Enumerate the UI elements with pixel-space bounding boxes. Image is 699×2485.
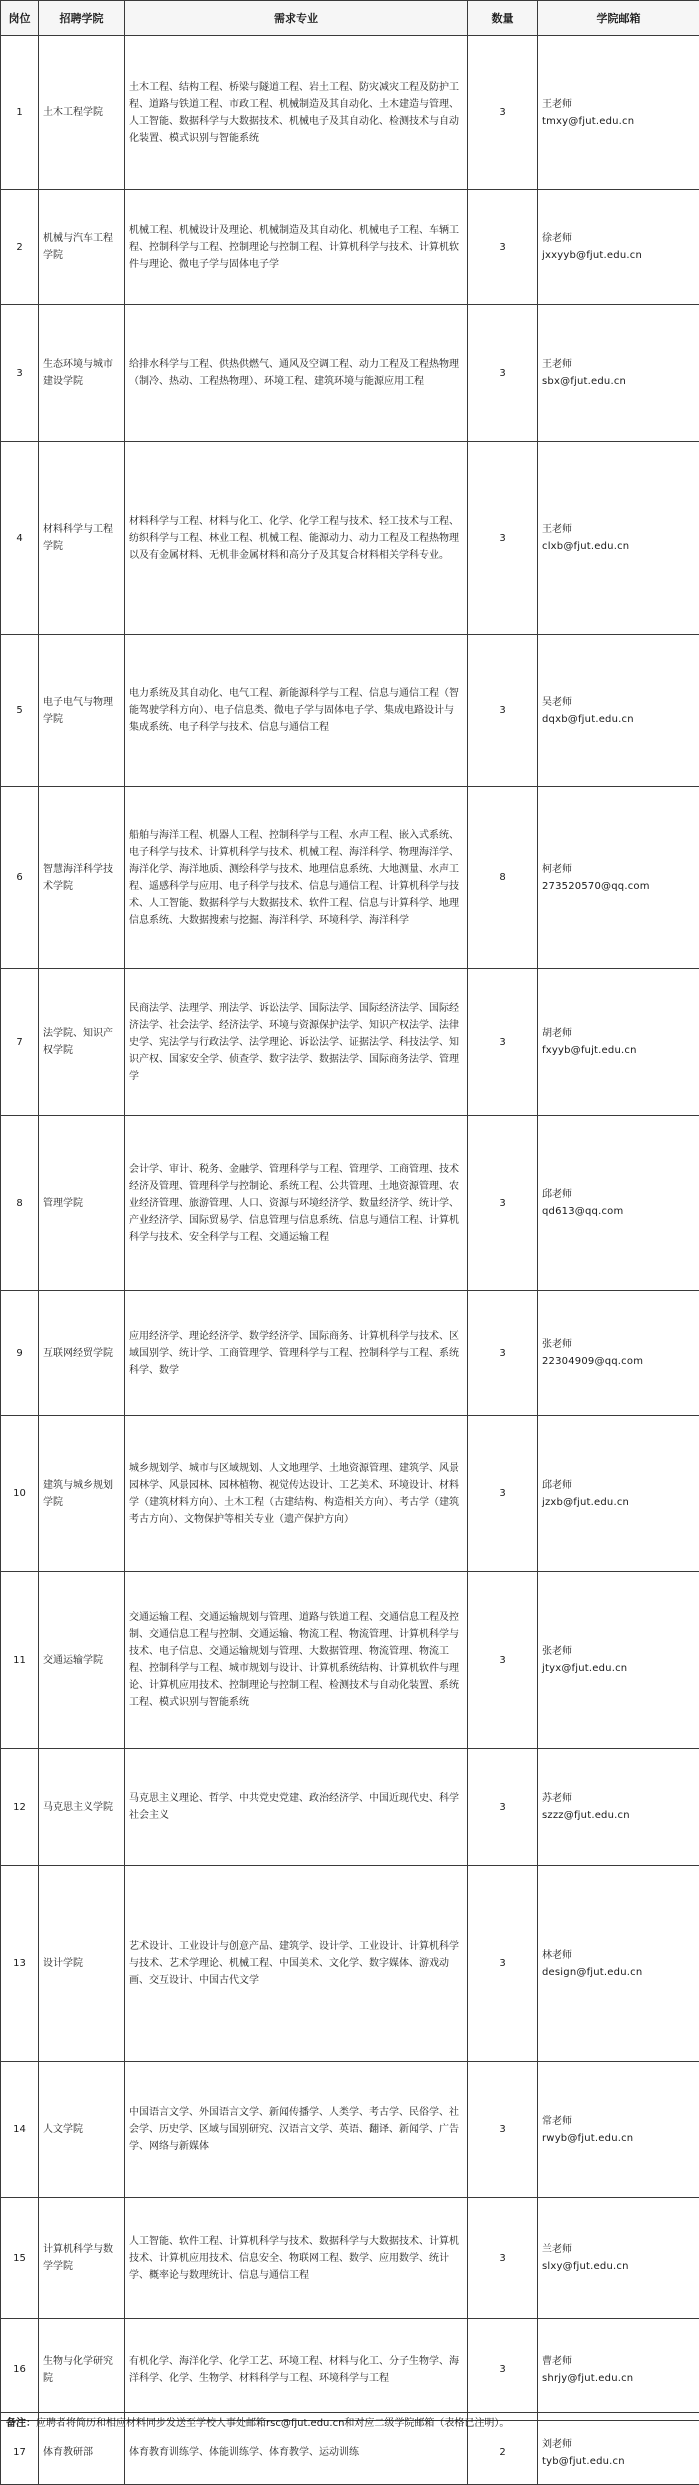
table-row <box>1 969 699 1116</box>
quantity: 3 <box>468 635 538 787</box>
contact-email[interactable]: dqxb@fjut.edu.cn <box>542 711 695 728</box>
college-name: 法学院、知识产权学院 <box>39 969 125 1116</box>
contact-email[interactable]: design@fjut.edu.cn <box>542 1964 695 1981</box>
footnote-label: 备注： <box>6 2418 36 2429</box>
quantity: 3 <box>468 1291 538 1416</box>
quantity: 3 <box>468 1116 538 1291</box>
required-majors: 电力系统及其自动化、电气工程、新能源科学与工程、信息与通信工程（智能驾驶学科方向）、电子信息类、微电子学与固体电子学、集成电路设计与集成系统、电子科学与技术、信息与通信工程 <box>125 635 468 787</box>
contact-teacher: 徐老师 <box>542 230 695 247</box>
contact-email[interactable]: 273520570@qq.com <box>542 878 695 895</box>
footnote-text: 应聘者将简历和相应材料同步发送至学校人事处邮箱rsc@fjut.edu.cn和对应二级学院邮箱（表格已注明）。 <box>36 2418 509 2429</box>
contact-teacher: 林老师 <box>542 1947 695 1964</box>
required-majors: 马克思主义理论、哲学、中共党史党建、政治经济学、中国近现代史、科学社会主义 <box>125 1749 468 1866</box>
quantity: 8 <box>468 787 538 969</box>
row-number: 12 <box>1 1749 39 1866</box>
college-name: 人文学院 <box>39 2062 125 2198</box>
required-majors: 土木工程、结构工程、桥梁与隧道工程、岩土工程、防灾减灾工程及防护工程、道路与铁道工程、市政工程、机械制造及其自动化、土木建造与管理、人工智能、数据科学与大数据技术、机械电子及其自动化、检测技术与自动化装置、模式识别与智能系统 <box>125 36 468 190</box>
table-row <box>1 1866 699 2062</box>
contact-cell <box>538 1866 699 2062</box>
table-row <box>1 2062 699 2198</box>
college-name: 建筑与城乡规划学院 <box>39 1416 125 1572</box>
college-name: 体育教研部 <box>39 2421 125 2485</box>
college-name: 生物与化学研究院 <box>39 2319 125 2421</box>
college-name: 机械与汽车工程学院 <box>39 190 125 305</box>
quantity: 3 <box>468 969 538 1116</box>
college-name: 设计学院 <box>39 1866 125 2062</box>
college-name: 土木工程学院 <box>39 36 125 190</box>
contact-teacher: 王老师 <box>542 96 695 113</box>
college-name: 交通运输学院 <box>39 1572 125 1749</box>
required-majors: 民商法学、法理学、刑法学、诉讼法学、国际法学、国际经济法学、国际经济法学、社会法学、经济法学、环境与资源保护法学、知识产权法学、法律史学、宪法学与行政法学、法学理论、诉讼法学、证据法学、科技法学、知识产权、国家安全学、侦查学、数字法学、数据法学、国际商务法学、管理学 <box>125 969 468 1116</box>
required-majors: 城乡规划学、城市与区域规划、人文地理学、土地资源管理、建筑学、风景园林学、风景园林、园林植物、视觉传达设计、工艺美术、环境设计、材料学（建筑材料方向）、土木工程（古建结构、构造相关方向）、考古学（建筑考古方向）、文物保护等相关专业（遗产保护方向） <box>125 1416 468 1572</box>
contact-cell <box>538 635 699 787</box>
row-number: 17 <box>1 2421 39 2485</box>
college-name: 管理学院 <box>39 1116 125 1291</box>
contact-cell <box>538 1291 699 1416</box>
contact-teacher: 苏老师 <box>542 1790 695 1807</box>
row-number: 6 <box>1 787 39 969</box>
quantity: 3 <box>468 442 538 635</box>
row-number: 14 <box>1 2062 39 2198</box>
row-number: 16 <box>1 2319 39 2421</box>
contact-email[interactable]: szzz@fjut.edu.cn <box>542 1807 695 1824</box>
required-majors: 中国语言文学、外国语言文学、新闻传播学、人类学、考古学、民俗学、社会学、历史学、区域与国别研究、汉语言文学、英语、翻译、新闻学、广告学、网络与新媒体 <box>125 2062 468 2198</box>
required-majors: 人工智能、软件工程、计算机科学与技术、数据科学与大数据技术、计算机技术、计算机应用技术、信息安全、物联网工程、数学、应用数学、统计学、概率论与数理统计、信息与通信工程 <box>125 2198 468 2319</box>
contact-teacher: 兰老师 <box>542 2241 695 2258</box>
row-number: 11 <box>1 1572 39 1749</box>
quantity: 3 <box>468 1749 538 1866</box>
contact-cell <box>538 2319 699 2421</box>
contact-email[interactable]: 22304909@qq.com <box>542 1353 695 1370</box>
row-number: 8 <box>1 1116 39 1291</box>
quantity: 3 <box>468 190 538 305</box>
contact-teacher: 曹老师 <box>542 2353 695 2370</box>
quantity: 3 <box>468 36 538 190</box>
quantity: 2 <box>468 2421 538 2485</box>
required-majors: 会计学、审计、税务、金融学、管理科学与工程、管理学、工商管理、技术经济及管理、管理科学与控制论、系统工程、公共管理、土地资源管理、农业经济管理、旅游管理、人口、资源与环境经济学、数量经济学、统计学、产业经济学、国际贸易学、信息管理与信息系统、信息与通信工程、计算机科学与技术、安全科学与工程、交通运输工程 <box>125 1116 468 1291</box>
table-row <box>1 305 699 442</box>
college-name: 智慧海洋科学技术学院 <box>39 787 125 969</box>
header-quantity: 数量 <box>468 1 538 36</box>
row-number: 4 <box>1 442 39 635</box>
contact-teacher: 常老师 <box>542 2113 695 2130</box>
contact-cell <box>538 305 699 442</box>
contact-cell <box>538 2198 699 2319</box>
required-majors: 体育教育训练学、体能训练学、体育教学、运动训练 <box>125 2421 468 2485</box>
quantity: 3 <box>468 2319 538 2421</box>
contact-email[interactable]: slxy@fjut.edu.cn <box>542 2258 695 2275</box>
contact-teacher: 邱老师 <box>542 1186 695 1203</box>
contact-email[interactable]: qd613@qq.com <box>542 1203 695 1220</box>
quantity: 3 <box>468 2062 538 2198</box>
contact-email[interactable]: tyb@fjut.edu.cn <box>542 2453 695 2470</box>
contact-email[interactable]: rwyb@fjut.edu.cn <box>542 2130 695 2147</box>
footnote <box>0 2412 699 2436</box>
row-number: 1 <box>1 36 39 190</box>
contact-teacher: 柯老师 <box>542 861 695 878</box>
contact-cell <box>538 1749 699 1866</box>
contact-cell <box>538 969 699 1116</box>
contact-teacher: 张老师 <box>542 1643 695 1660</box>
contact-teacher: 吴老师 <box>542 694 695 711</box>
table-row <box>1 1116 699 1291</box>
quantity: 3 <box>468 305 538 442</box>
table-row <box>1 190 699 305</box>
contact-email[interactable]: jzxb@fjut.edu.cn <box>542 1494 695 1511</box>
contact-teacher: 王老师 <box>542 356 695 373</box>
quantity: 3 <box>468 1416 538 1572</box>
contact-teacher: 张老师 <box>542 1336 695 1353</box>
contact-email[interactable]: clxb@fjut.edu.cn <box>542 538 695 555</box>
contact-teacher: 刘老师 <box>542 2436 695 2453</box>
contact-cell <box>538 36 699 190</box>
college-name: 马克思主义学院 <box>39 1749 125 1866</box>
college-name: 互联网经贸学院 <box>39 1291 125 1416</box>
contact-cell <box>538 190 699 305</box>
required-majors: 船舶与海洋工程、机器人工程、控制科学与工程、水声工程、嵌入式系统、电子科学与技术、计算机科学与技术、机械工程、海洋科学、物理海洋学、海洋化学、海洋地质、测绘科学与技术、地理信息系统、大地测量、水声工程、遥感科学与应用、电子科学与技术、信息与通信工程、计算机科学与技术、人工智能、数据科学与大数据技术、软件工程、信息与计算科学、地理信息系统、大数据搜索与挖掘、海洋科学、环境科学、海洋科学 <box>125 787 468 969</box>
row-number: 2 <box>1 190 39 305</box>
contact-teacher: 王老师 <box>542 521 695 538</box>
table-header-row <box>1 1 699 36</box>
table-row <box>1 442 699 635</box>
contact-email[interactable]: shrjy@fjut.edu.cn <box>542 2370 695 2387</box>
contact-cell <box>538 1572 699 1749</box>
table-row <box>1 1749 699 1866</box>
college-name: 生态环境与城市建设学院 <box>39 305 125 442</box>
row-number: 10 <box>1 1416 39 1572</box>
quantity: 3 <box>468 1866 538 2062</box>
contact-email[interactable]: jxxyyb@fjut.edu.cn <box>542 247 695 264</box>
required-majors: 材料科学与工程、材料与化工、化学、化学工程与技术、轻工技术与工程、纺织科学与工程、林业工程、机械工程、能源动力、动力工程及工程热物理以及有金属材料、无机非金属材料和高分子及其复合材料相关学科专业。 <box>125 442 468 635</box>
college-name: 计算机科学与数学学院 <box>39 2198 125 2319</box>
table-row <box>1 1416 699 1572</box>
row-number: 3 <box>1 305 39 442</box>
row-number: 5 <box>1 635 39 787</box>
row-number: 7 <box>1 969 39 1116</box>
table-row <box>1 1291 699 1416</box>
contact-cell <box>538 442 699 635</box>
quantity: 3 <box>468 2198 538 2319</box>
quantity: 3 <box>468 1572 538 1749</box>
contact-cell <box>538 1416 699 1572</box>
table-row <box>1 36 699 190</box>
required-majors: 给排水科学与工程、供热供燃气、通风及空调工程、动力工程及工程热物理（制冷、热动、工程热物理）、环境工程、建筑环境与能源应用工程 <box>125 305 468 442</box>
college-name: 材料科学与工程学院 <box>39 442 125 635</box>
contact-teacher: 胡老师 <box>542 1025 695 1042</box>
row-number: 13 <box>1 1866 39 2062</box>
required-majors: 机械工程、机械设计及理论、机械制造及其自动化、机械电子工程、车辆工程、控制科学与工程、控制理论与控制工程、计算机科学与技术、计算机软件与理论、微电子学与固体电子学 <box>125 190 468 305</box>
table-row <box>1 2319 699 2421</box>
table-row <box>1 635 699 787</box>
college-name: 电子电气与物理学院 <box>39 635 125 787</box>
contact-email[interactable]: tmxy@fjut.edu.cn <box>542 113 695 130</box>
header-majors: 需求专业 <box>125 1 468 36</box>
header-position: 岗位 <box>1 1 39 36</box>
row-number: 9 <box>1 1291 39 1416</box>
table-row <box>1 787 699 969</box>
required-majors: 艺术设计、工业设计与创意产品、建筑学、设计学、工业设计、计算机科学与技术、艺术学理论、机械工程、中国美术、文化学、数字媒体、游戏动画、交互设计、中国古代文学 <box>125 1866 468 2062</box>
contact-cell <box>538 787 699 969</box>
required-majors: 交通运输工程、交通运输规划与管理、道路与铁道工程、交通信息工程及控制、交通信息工程与控制、交通运输、物流工程、物流管理、计算机科学与技术、电子信息、交通运输规划与管理、大数据管理、物流管理、物流工程、控制科学与工程、城市规划与设计、计算机系统结构、计算机软件与理论、计算机应用技术、控制理论与控制工程、检测技术与自动化装置、系统工程、模式识别与智能系统 <box>125 1572 468 1749</box>
contact-email[interactable]: fxyyb@fujt.edu.cn <box>542 1042 695 1059</box>
header-college: 招聘学院 <box>39 1 125 36</box>
contact-cell <box>538 2062 699 2198</box>
contact-email[interactable]: jtyx@fjut.edu.cn <box>542 1660 695 1677</box>
table-row <box>1 2198 699 2319</box>
contact-cell <box>538 1116 699 1291</box>
required-majors: 应用经济学、理论经济学、数学经济学、国际商务、计算机科学与技术、区域国别学、统计学、工商管理学、管理科学与工程、控制科学与工程、系统科学、数学 <box>125 1291 468 1416</box>
required-majors: 有机化学、海洋化学、化学工艺、环境工程、材料与化工、分子生物学、海洋科学、化学、生物学、材料科学与工程、环境科学与工程 <box>125 2319 468 2421</box>
row-number: 15 <box>1 2198 39 2319</box>
contact-email[interactable]: sbx@fjut.edu.cn <box>542 373 695 390</box>
contact-teacher: 邱老师 <box>542 1477 695 1494</box>
header-email: 学院邮箱 <box>538 1 699 36</box>
table-row <box>1 1572 699 1749</box>
